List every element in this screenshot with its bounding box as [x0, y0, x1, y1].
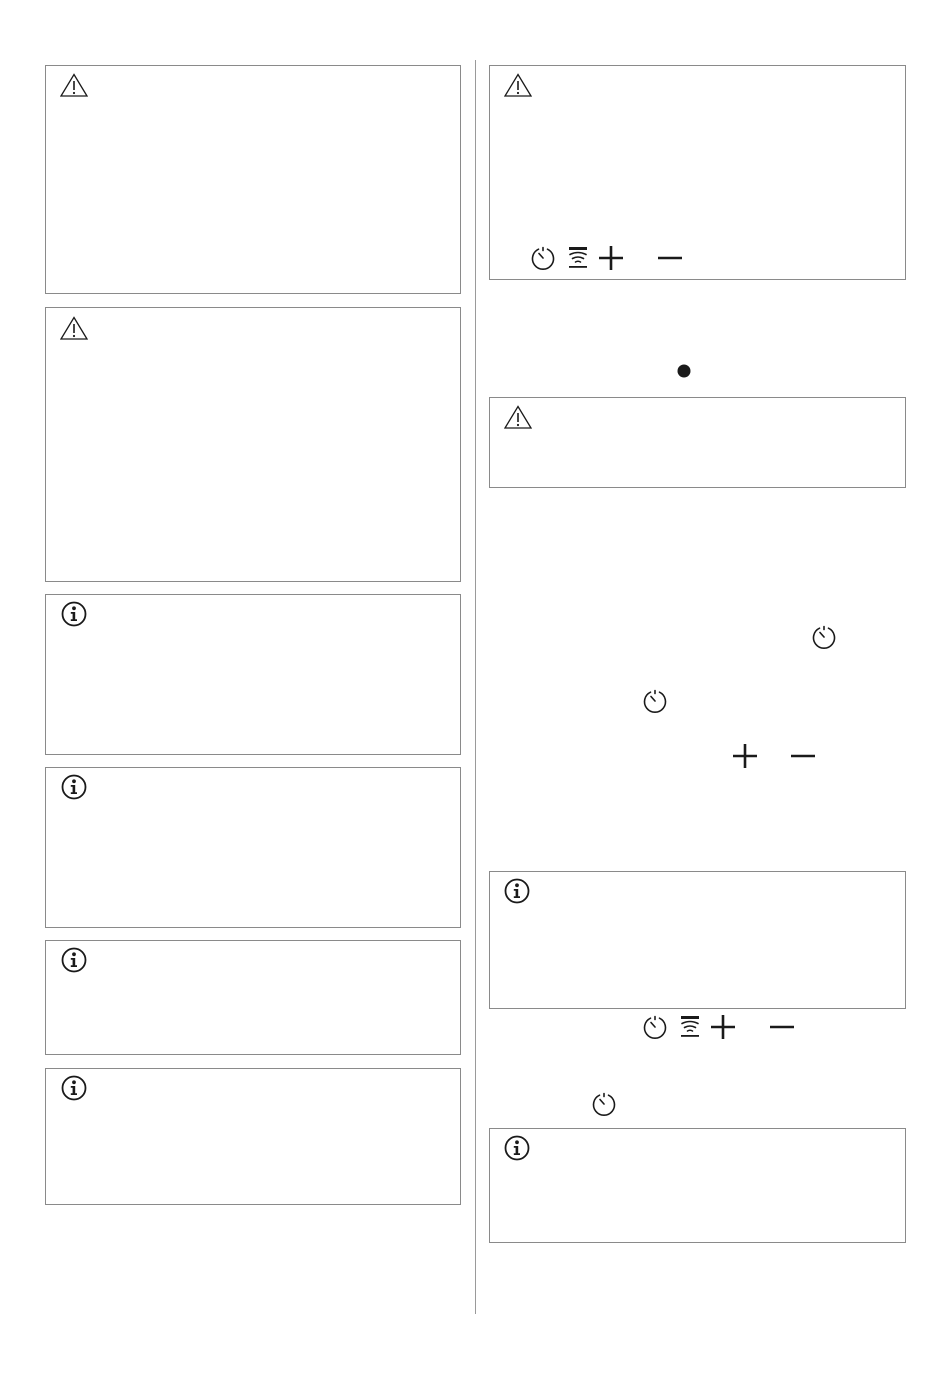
- info-box-6: [489, 1128, 906, 1243]
- info-circle-icon: [61, 601, 87, 627]
- timer-icon: [811, 624, 837, 650]
- plus-icon: [732, 743, 758, 769]
- warning-box-1: [45, 65, 461, 294]
- warning-triangle-icon: [504, 73, 532, 97]
- column-divider: [475, 60, 476, 1314]
- warning-triangle-icon: [60, 73, 88, 97]
- info-box-4: [45, 1068, 461, 1205]
- info-circle-icon: [61, 774, 87, 800]
- warning-box-4: [489, 397, 906, 488]
- info-circle-icon: [61, 1075, 87, 1101]
- filled-dot-icon: [677, 364, 691, 378]
- plus-icon: [598, 245, 624, 271]
- info-circle-icon: [504, 878, 530, 904]
- warning-triangle-icon: [60, 316, 88, 340]
- info-box-3: [45, 940, 461, 1055]
- warning-box-2: [45, 307, 461, 582]
- info-circle-icon: [504, 1135, 530, 1161]
- minus-icon: [657, 245, 683, 271]
- hood-fan-icon: [677, 1014, 703, 1040]
- info-circle-icon: [61, 947, 87, 973]
- hood-fan-icon: [565, 245, 591, 271]
- minus-icon: [769, 1014, 795, 1040]
- info-box-2: [45, 767, 461, 928]
- timer-icon: [591, 1091, 617, 1117]
- plus-icon: [710, 1014, 736, 1040]
- warning-box-3: [489, 65, 906, 280]
- minus-icon: [790, 743, 816, 769]
- info-box-5: [489, 871, 906, 1009]
- timer-icon: [530, 245, 556, 271]
- warning-triangle-icon: [504, 405, 532, 429]
- timer-icon: [642, 688, 668, 714]
- info-box-1: [45, 594, 461, 755]
- timer-icon: [642, 1014, 668, 1040]
